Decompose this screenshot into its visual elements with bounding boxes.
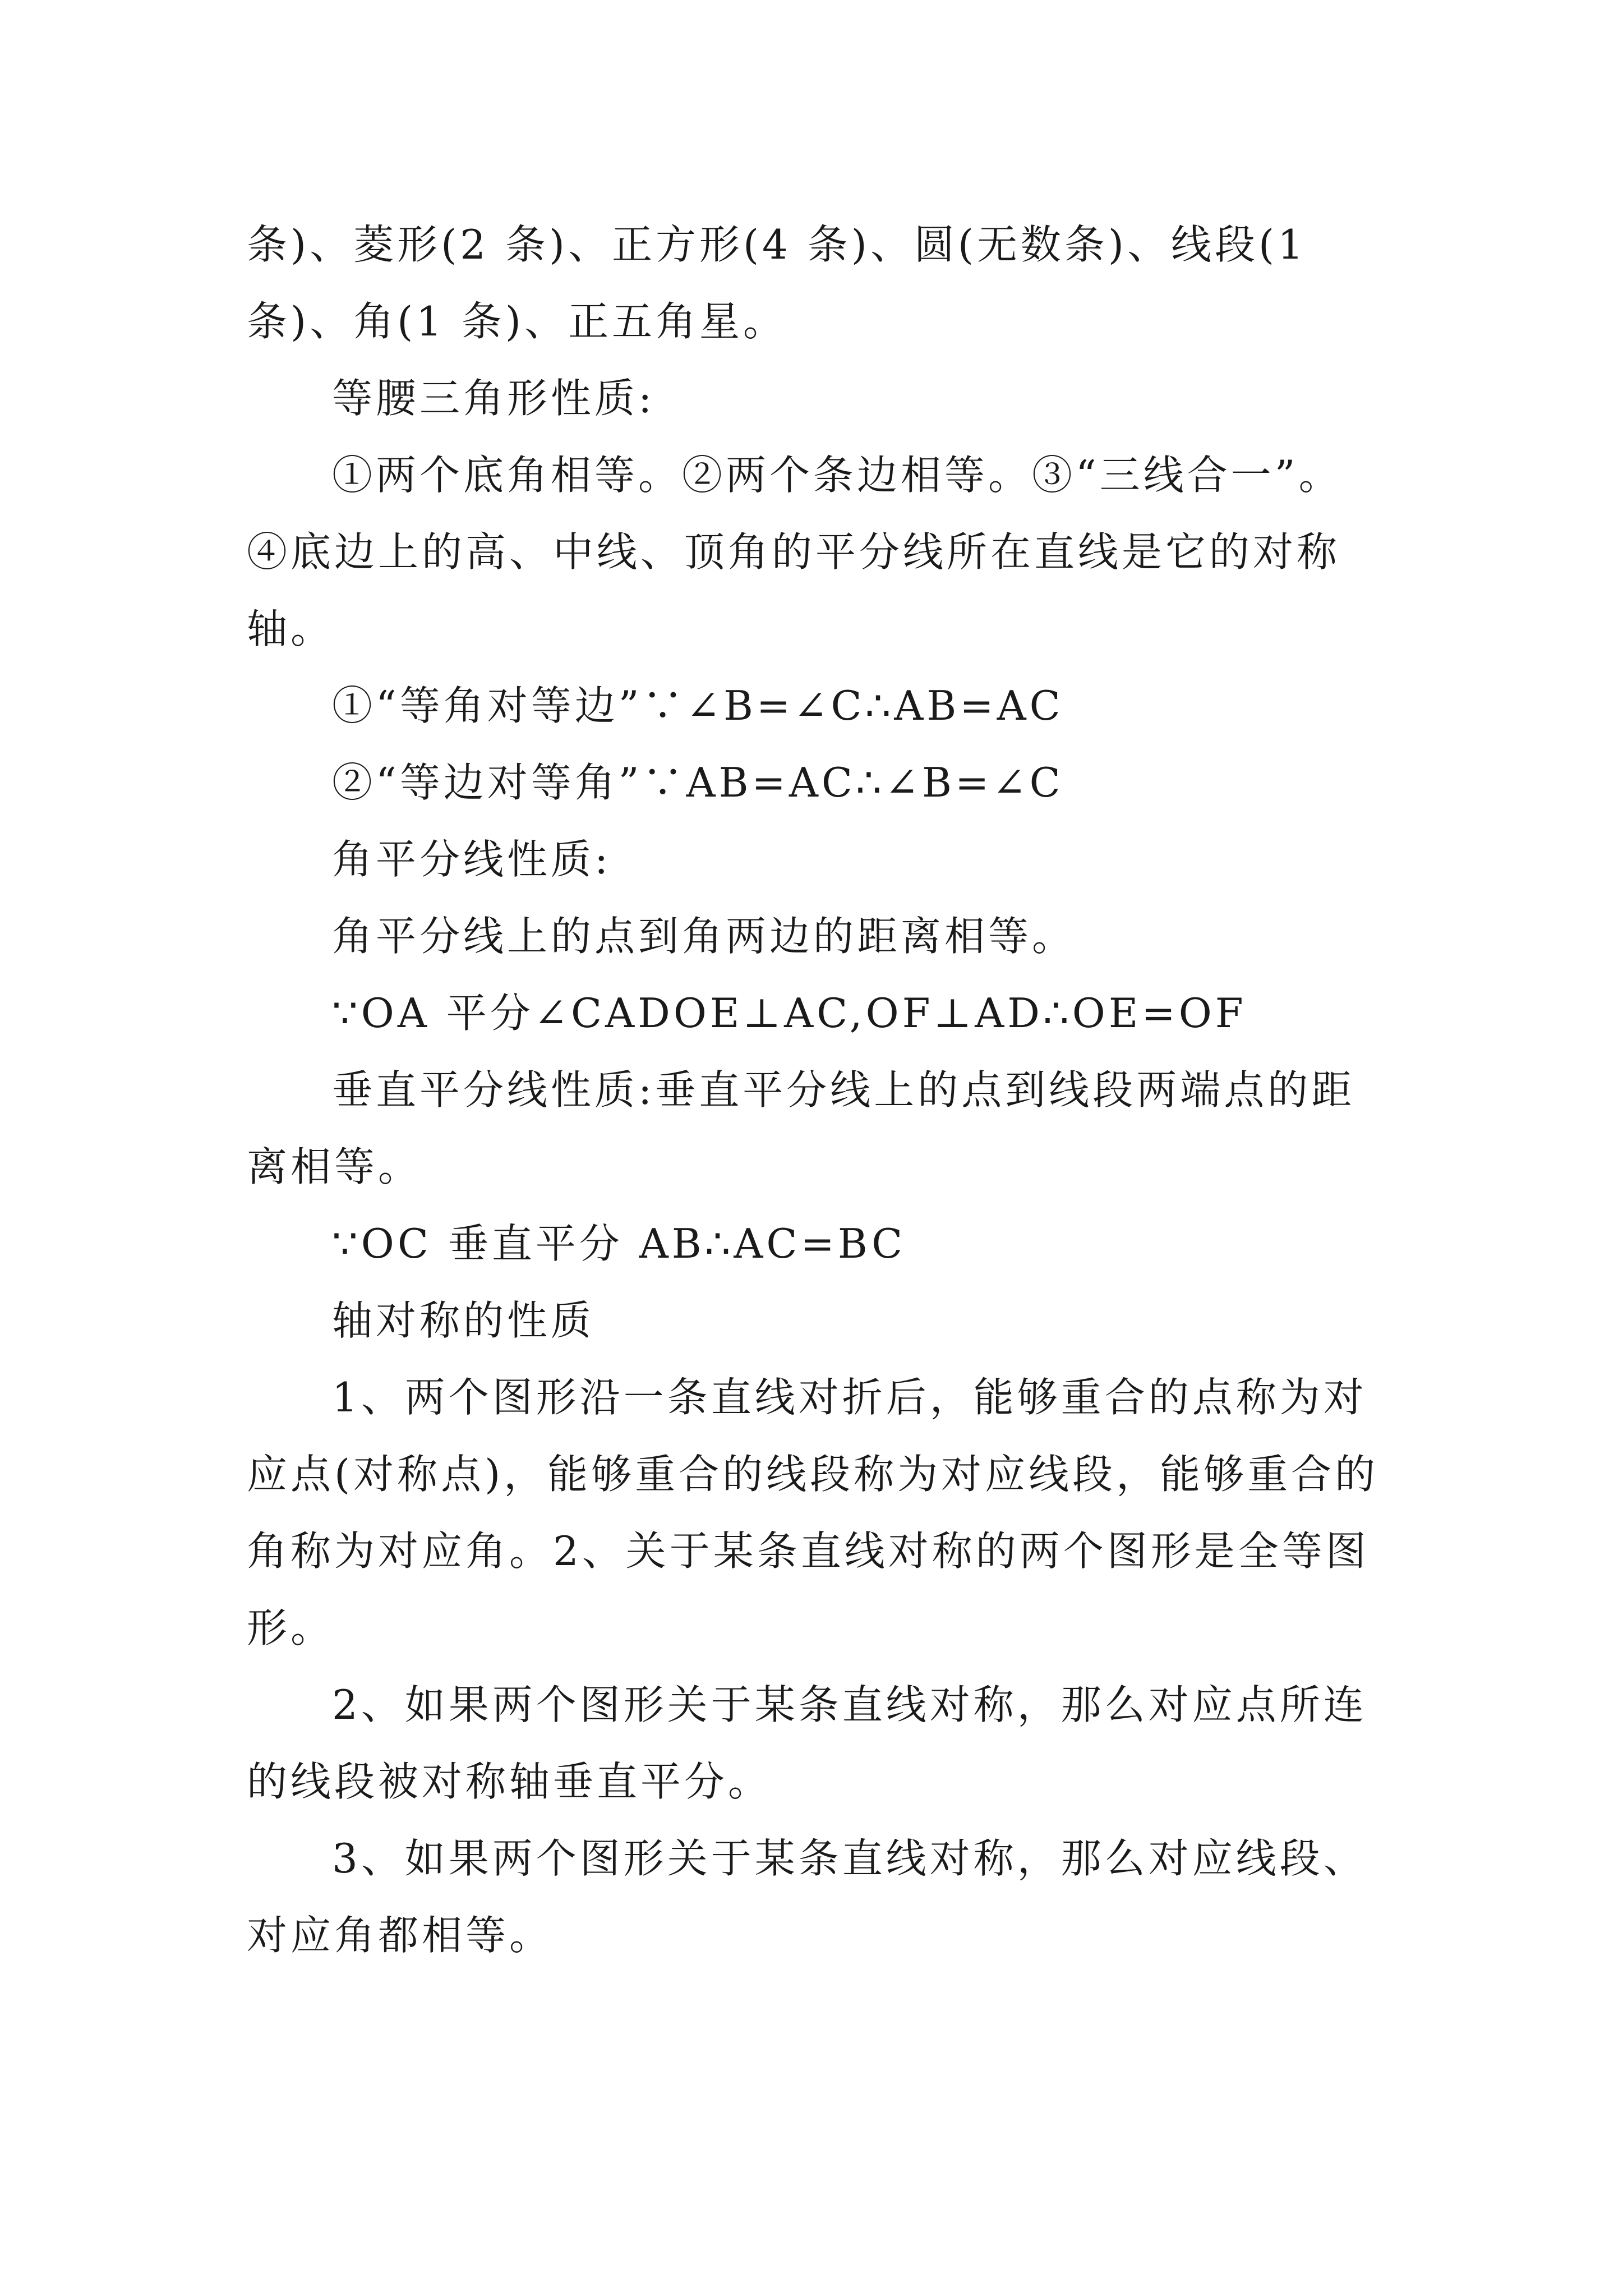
formula-perpendicular-bisector: ∵OC 垂直平分 AB∴AC=BC <box>332 1220 906 1267</box>
paragraph-angle-bisector: 角平分线上的点到角两边的距离相等。 <box>332 913 1076 960</box>
heading-isosceles-properties: 等腰三角形性质: <box>332 375 656 422</box>
paragraph-symmetry-1: 1、两个图形沿一条直线对折后，能够重合的点称为对应点(对称点)，能够重合的线段称为对应线段，能够重合的角称为对应角。2、关于某条直线对称的两个图形是全等图形。 <box>247 1374 1379 1651</box>
paragraph-perpendicular-bisector: 垂直平分线性质:垂直平分线上的点到线段两端点的距离相等。 <box>247 1066 1355 1190</box>
heading-angle-bisector: 角平分线性质: <box>332 836 612 883</box>
document-body <box>247 206 1385 1974</box>
paragraph-continued-list: 条)、菱形(2 条)、正方形(4 条)、圆(无数条)、线段(1 条)、角(1 条)、正五角星。 <box>247 221 1307 345</box>
formula-equal-sides: ②“等边对等角”∵AB=AC∴∠B=∠C <box>332 759 1064 806</box>
formula-angle-bisector: ∵OA 平分∠CADOE⊥AC,OF⊥AD∴OE=OF <box>332 990 1247 1037</box>
paragraph-symmetry-3: 3、如果两个图形关于某条直线对称，那么对应线段、对应角都相等。 <box>247 1835 1367 1959</box>
paragraph-symmetry-2: 2、如果两个图形关于某条直线对称，那么对应点所连的线段被对称轴垂直平分。 <box>247 1681 1367 1805</box>
paragraph-isosceles-properties: ①两个底角相等。②两个条边相等。③“三线合一”。④底边上的高、中线、顶角的平分线所在直线是它的对称轴。 <box>247 452 1343 652</box>
formula-equal-angles: ①“等角对等边”∵∠B=∠C∴AB=AC <box>332 682 1064 729</box>
heading-axial-symmetry: 轴对称的性质 <box>332 1297 595 1344</box>
